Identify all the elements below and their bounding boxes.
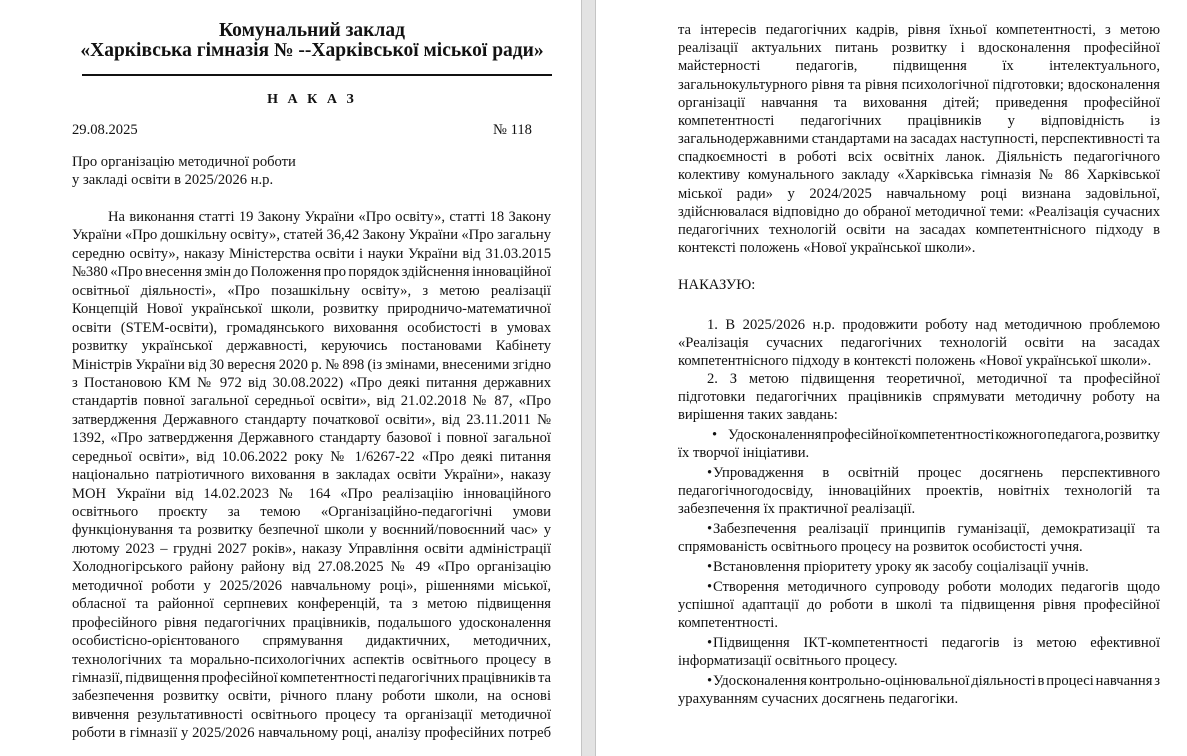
preamble-paragraph [72, 208, 551, 743]
item-line [678, 482, 1160, 500]
text-line: підготовки педагогічних працівників спрямувати методичну роботу на [678, 389, 1160, 406]
bullet-icon: • [712, 427, 718, 444]
text-line: з Постановою КМ № 972 від 30.08.2022) «Про деякі питання державних [72, 374, 551, 391]
page-separator [581, 0, 596, 756]
bullet-icon: • [707, 465, 713, 482]
bullet-icon: • [707, 559, 713, 576]
text-line: спадкоємності в роботі всіх освітніх ланок. Діяльність педагогічного [678, 149, 1160, 166]
item-line [678, 444, 1160, 462]
item-line [678, 634, 1160, 652]
order-heading: НАКАЗУЮ: [678, 277, 756, 294]
text-line: у закладі освіти в 2025/2026 н.р. [72, 172, 274, 188]
item-line [678, 652, 1160, 670]
item-line [678, 596, 1160, 614]
document-page-2 [596, 0, 1187, 756]
text-line: 2. З метою підвищення теоретичної, методичної та професійної [707, 371, 1160, 388]
text-line: організації навчання та виховання дітей; приведення професійної [678, 94, 1160, 111]
item-line [678, 426, 1160, 444]
item-line [678, 538, 1160, 556]
text-line: загальнокультурного рівня та рівня психологічної підготовки; вдосконалення [678, 76, 1160, 93]
text-line: компетентнісного підходу в контексті положень «Нової української школи». [678, 353, 1152, 370]
item-line [678, 388, 1160, 406]
text-line: вирішення таких завдань: [678, 407, 838, 424]
text-line: Концепцій Нової української школи, розвитку природничо-математичної [72, 301, 551, 318]
bullet-list-item [678, 634, 1160, 670]
text-line: урахуванням сучасних досягнень педагогіки. [678, 691, 959, 708]
numbered-item [678, 370, 1160, 424]
text-line: реалізації актуальних питань розвитку і вдосконалення професійної [678, 40, 1160, 57]
text-line: їх творчої ініціативи. [678, 445, 810, 462]
page-2-content [678, 21, 1160, 708]
text-line: Удосконалення професійної компетентності кожного педагога, розвитку [728, 427, 1160, 444]
text-line: забезпечення розвитку освіти, річного плану роботи школи, на основі [72, 688, 551, 705]
text-line: контексті положень «Нової української школи». [678, 240, 976, 257]
numbered-item [678, 316, 1160, 370]
item-line [678, 500, 1160, 518]
text-line: освітньої діяльності», «Про позашкільну освіту», з метою реалізації [72, 282, 551, 299]
text-line: 1392, «Про затвердження Державного стандарту базової і повної загальної [72, 430, 551, 447]
item-line [678, 578, 1160, 596]
text-line: Міністрів України від 30 вересня 2020 р. № 898 (із змінами, внесеними згідно [72, 356, 551, 373]
bullet-icon: • [707, 673, 713, 690]
text-line: Упровадження в освітній процес досягнень перспективного [713, 465, 1160, 482]
item-line [678, 520, 1160, 538]
bullet-list-item [678, 520, 1160, 556]
text-line: №380 «Про внесення змін до Положення про порядок здійснення інноваційної [72, 264, 551, 281]
text-line: успішної адаптації до роботи в школі та підвищення рівня професійної [678, 597, 1160, 614]
text-line: Встановлення пріоритету уроку як засобу соціалізації учнів. [713, 559, 1089, 576]
order-date: 29.08.2025 [72, 122, 138, 138]
item-line [678, 672, 1160, 690]
text-line: стандартів повної загальної середньої освіти», від 21.02.2018 № 87, «Про [72, 393, 551, 410]
bullet-list-item [678, 426, 1160, 462]
text-line: На виконання статті 19 Закону України «Про освіту», статті 18 Закону [108, 209, 551, 225]
bullet-icon: • [707, 521, 713, 538]
text-line: Про організацію методичної роботи [72, 154, 296, 170]
text-line: інформатизації освітнього процесу. [678, 653, 898, 670]
order-subject [72, 153, 372, 189]
text-line: Забезпечення реалізації принципів гуманізації, демократизації та [713, 521, 1160, 538]
text-line: затвердження Державного стандарту початкової освіти», від 23.11.2011 № [72, 411, 551, 428]
text-line: МОН України від 14.02.2023 № 164 «Про реалізаціію інноваційного [72, 485, 551, 502]
item-line [678, 352, 1160, 370]
text-line: роботи в гімназії у 2025/2026 навчальному році, аналізу професійних потреб [72, 725, 551, 742]
item-line [678, 558, 1160, 576]
text-line: міської ради» у 2024/2025 навчальному році визнана задовільної, [678, 185, 1160, 202]
item-line [678, 316, 1160, 334]
text-line: обласної та районної серпневих конференцій, та з метою підвищення [72, 596, 551, 613]
institution-full-name: «Харківська гімназія № --Харківської міської ради» [80, 40, 544, 61]
bullet-icon: • [707, 579, 713, 596]
item-line [678, 406, 1160, 424]
bullet-icon: • [707, 635, 713, 652]
bullet-list-item [678, 578, 1160, 632]
bullet-list-item [678, 558, 1160, 576]
text-line: середню освіту», наказу Міністерства освіти і науки України від 31.03.2015 [72, 245, 551, 262]
text-line: педагогічних технологій освіти на засадах компетентнісного підходу в [678, 221, 1160, 238]
text-line: національно патріотичного виховання в закладах освіти України», наказу [72, 467, 551, 484]
text-line: України «Про дошкільну освіту», статей 36,42 Закону України «Про загальну [72, 227, 551, 244]
text-line: педагогічногодосвіду, інноваційних проектів, новітніх технологій та [678, 483, 1160, 500]
bullet-list-item [678, 464, 1160, 518]
item-line [678, 614, 1160, 632]
order-number: № 118 [493, 122, 532, 138]
text-line: 1. В 2025/2026 н.р. продовжити роботу над методичною проблемою [707, 317, 1160, 334]
text-line: майстерності педагогів, підвищення їх інтелектуального, [678, 58, 1160, 75]
text-line: вивчення результативності освітнього процесу та організації методичної [72, 706, 551, 723]
item-line [678, 464, 1160, 482]
institution-name: Комунальний заклад [219, 20, 405, 41]
document-page-1 [0, 0, 581, 756]
text-line: освітнього проєкту за темою «Організаційно-педагогічні умови [72, 504, 551, 520]
item-line [678, 370, 1160, 388]
text-line: особистісно-орієнтованого спрямування дидактичних, методичних, [72, 633, 551, 650]
text-line: методичної роботи у 2025/2026 навчальному році», рішеннями міської, [72, 577, 551, 594]
text-line: освіти (STEM-освіти), громадянського виховання особистості в умовах [72, 319, 551, 336]
text-line: спрямованість освітнього процесу на розвиток особистості учня. [678, 539, 1083, 556]
text-line: розвитку української державності, керуючись постановами Кабінету [72, 338, 551, 355]
bullet-list-item [678, 672, 1160, 708]
text-line: здійснювалася відповідно до обраної методичної теми: «Реалізація сучасних [678, 203, 1160, 220]
text-line: компетентності. [678, 615, 778, 632]
text-line: «Реалізація сучасних педагогічних технологій освіти на засадах [678, 335, 1160, 352]
item-line [678, 334, 1160, 352]
order-items [678, 316, 1160, 708]
text-line: Удосконалення контрольно-оцінювальної діяльності в процесі навчання з [713, 673, 1160, 690]
text-line: компетентності педагогічних працівників у відповідність із [678, 112, 1160, 129]
text-line: технологічних та морально-психологічних аспектів освітнього процесу в [72, 651, 551, 668]
text-line: середньої освіти», від 10.06.2022 року № 1/6267-22 «Про деякі питання [72, 448, 551, 465]
text-line: професійного рівня педагогічних працівників, подальшого удосконалення [72, 614, 551, 631]
text-line: та інтересів педагогічних кадрів, рівня їхньої компетентності, з метою [678, 22, 1160, 38]
text-line: Підвищення ІКТ-компетентності педагогів із метою ефективної [713, 635, 1160, 652]
text-line: Створення методичного супроводу роботи молодих педагогів щодо [713, 579, 1160, 596]
header-divider [82, 74, 552, 76]
item-line [678, 690, 1160, 708]
text-line: колективу комунального закладу «Харківська гімназія № 86 Харківської [678, 167, 1160, 184]
text-line: лютому 2023 – грудні 2027 років», наказу Управління освіти адміністрації [72, 540, 551, 557]
text-line: забезпечення їх практичної реалізації. [678, 501, 916, 518]
text-line: загальнодержавними стандартами на засадах наступності, перспективності та [678, 131, 1160, 148]
text-line: Холодногірського району району від 27.08.2025 № 49 «Про організацію [72, 559, 551, 576]
text-line: функціонування та розвитку безпечної школи у воєнний/повоєнний час» у [72, 522, 551, 539]
preamble-continuation [678, 21, 1160, 257]
text-line: гімназії, підвищення професійної компетентності педагогічних працівників та [72, 669, 551, 686]
document-title: Н А К А З [267, 92, 357, 107]
